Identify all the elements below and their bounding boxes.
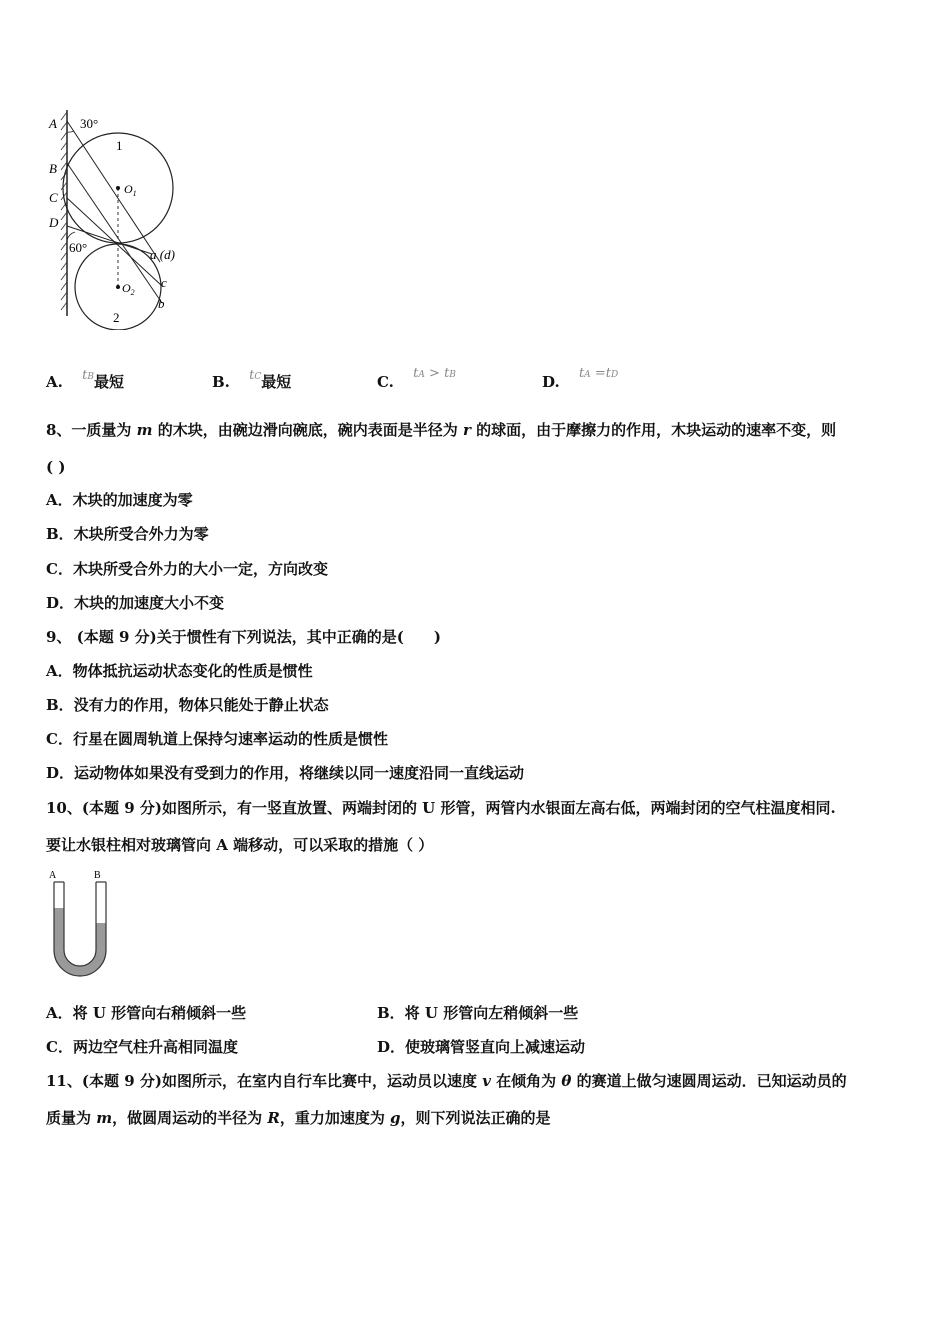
q10-stem-line2: 要让水银柱相对玻璃管向 A 端移动，可以采取的措施（ ） <box>46 836 434 854</box>
label-line-b: b <box>158 296 165 311</box>
q10-option-b: B．将 U 形管向左稍倾斜一些 <box>377 1004 579 1022</box>
label-o1: $O_1$ <box>124 182 137 198</box>
option-letter: C. <box>377 373 394 391</box>
q10-option-d: D．使玻璃管竖直向上减速运动 <box>377 1038 586 1056</box>
label-circle-1: 1 <box>116 138 123 153</box>
q8-option-c: C．木块所受合外力的大小一定，方向改变 <box>46 560 328 578</box>
label-C: C <box>49 190 58 205</box>
q9-stem: 9、 (本题 9 分)关于惯性有下列说法，其中正确的是( ) <box>46 628 441 646</box>
q9-option-d: D．运动物体如果没有受到力的作用，将继续以同一速度沿同一直线运动 <box>46 764 525 782</box>
q7-option-a: A. tB最短 <box>46 368 124 391</box>
label-o2: $O_2$ <box>122 281 135 297</box>
label-30deg: 30° <box>80 116 99 131</box>
q8-option-a: A．木块的加速度为零 <box>46 491 193 509</box>
q11-stem-line1: 11、(本题 9 分)如图所示，在室内自行车比赛中，运动员以速度 v 在倾角为 θ 的赛道上做匀速圆周运动．已知运动员的 <box>46 1072 847 1090</box>
option-letter: A. <box>46 373 63 391</box>
q10-option-c: C．两边空气柱升高相同温度 <box>46 1038 238 1056</box>
q9-option-b: B．没有力的作用，物体只能处于静止状态 <box>46 696 329 714</box>
center-o1-dot <box>116 186 120 190</box>
q8-option-d: D．木块的加速度大小不变 <box>46 594 225 612</box>
q10-option-a: A．将 U 形管向右稍倾斜一些 <box>46 1004 247 1022</box>
u-tube-diagram <box>44 868 114 978</box>
chord-b <box>67 163 162 303</box>
q10-stem-line1: 10、(本题 9 分)如图所示，有一竖直放置、两端封闭的 U 形管，两管内水银面左高右低，两端封闭的空气柱温度相同. <box>46 799 836 817</box>
label-60deg: 60° <box>69 240 88 255</box>
u-tube-label-b: B <box>94 870 101 881</box>
label-B: B <box>49 161 57 176</box>
label-line-a: a (d) <box>150 247 175 262</box>
q9-option-a: A．物体抵抗运动状态变化的性质是惯性 <box>46 662 313 680</box>
label-D: D <box>49 215 59 230</box>
option-letter: B. <box>212 373 230 391</box>
circles-diagram <box>44 108 194 330</box>
center-o2-dot <box>116 285 120 289</box>
q7-option-c: C. tA > tB <box>377 366 456 391</box>
wall-hatching <box>61 112 67 310</box>
u-tube-label-a: A <box>49 870 57 881</box>
label-line-c: c <box>161 275 167 290</box>
q8-stem-line1: 8、一质量为 m 的木块，由碗边滑向碗底，碗内表面是半径为 r 的球面，由于摩擦力的作用，木块运动的速率不变，则 <box>46 421 837 439</box>
angle-arc-bottom <box>67 232 75 240</box>
q7-option-d: D. tA =tD <box>542 366 619 391</box>
option-letter: D. <box>542 373 560 391</box>
label-circle-2: 2 <box>113 310 120 325</box>
q7-option-b: B. tC最短 <box>212 368 292 391</box>
q9-option-c: C．行星在圆周轨道上保持匀速率运动的性质是惯性 <box>46 730 388 748</box>
q11-stem-line2: 质量为 m，做圆周运动的半径为 R，重力加速度为 g，则下列说法正确的是 <box>46 1109 551 1127</box>
u-tube-inner <box>64 882 96 966</box>
label-A: A <box>49 116 57 131</box>
angle-arc-top <box>67 131 74 132</box>
q8-stem-line2: ( ) <box>46 458 66 476</box>
q8-option-b: B．木块所受合外力为零 <box>46 525 209 543</box>
